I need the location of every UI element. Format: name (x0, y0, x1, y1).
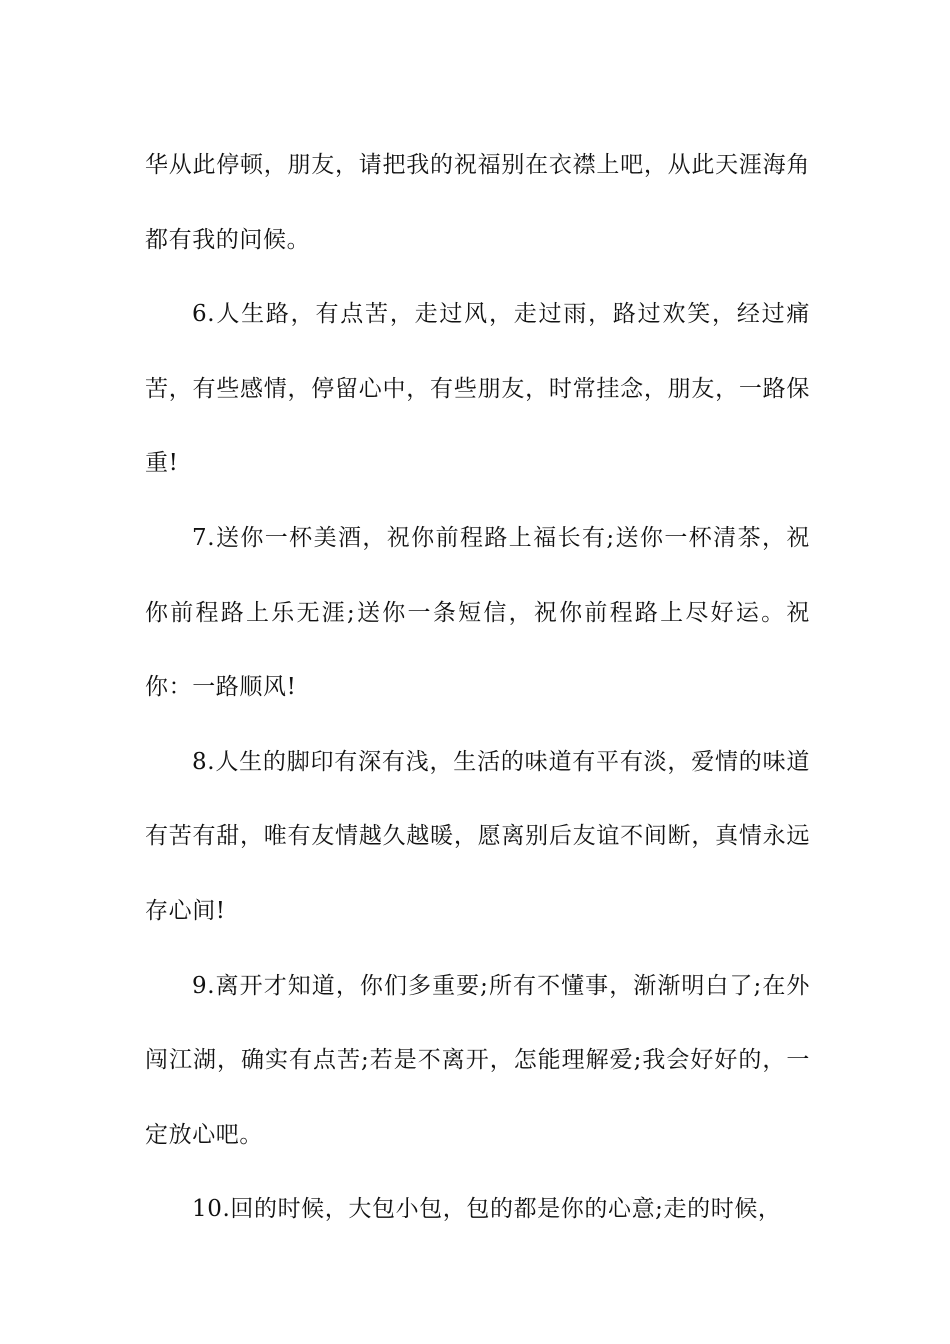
paragraph-continuation: 华从此停顿，朋友，请把我的祝福别在衣襟上吧，从此天涯海角都有我的问候。 (145, 152, 810, 253)
paragraph-item-10: 10.回的时候，大包小包，包的都是你的心意;走的时候， (192, 1196, 782, 1223)
paragraph-item-9: 9.离开才知道，你们多重要;所有不懂事，渐渐明白了;在外闯江湖，确实有点苦;若是不离开，怎能理解爱;我会好好的，一定放心吧。 (145, 972, 810, 1148)
paragraph-item-7: 7.送你一杯美酒，祝你前程路上福长有;送你一杯清茶，祝你前程路上乐无涯;送你一条短信，祝你前程路上尽好运。祝你：一路顺风! (145, 524, 810, 701)
paragraph-item-6: 6.人生路，有点苦，走过风，走过雨，路过欢笑，经过痛苦，有些感情，停留心中，有些朋友，时常挂念，朋友，一路保重! (145, 301, 810, 477)
document-body (145, 128, 810, 1247)
paragraph-item-8: 8.人生的脚印有深有浅，生活的味道有平有淡，爱情的味道有苦有甜，唯有友情越久越暖，愿离别后友谊不间断，真情永远存心间! (145, 748, 810, 924)
